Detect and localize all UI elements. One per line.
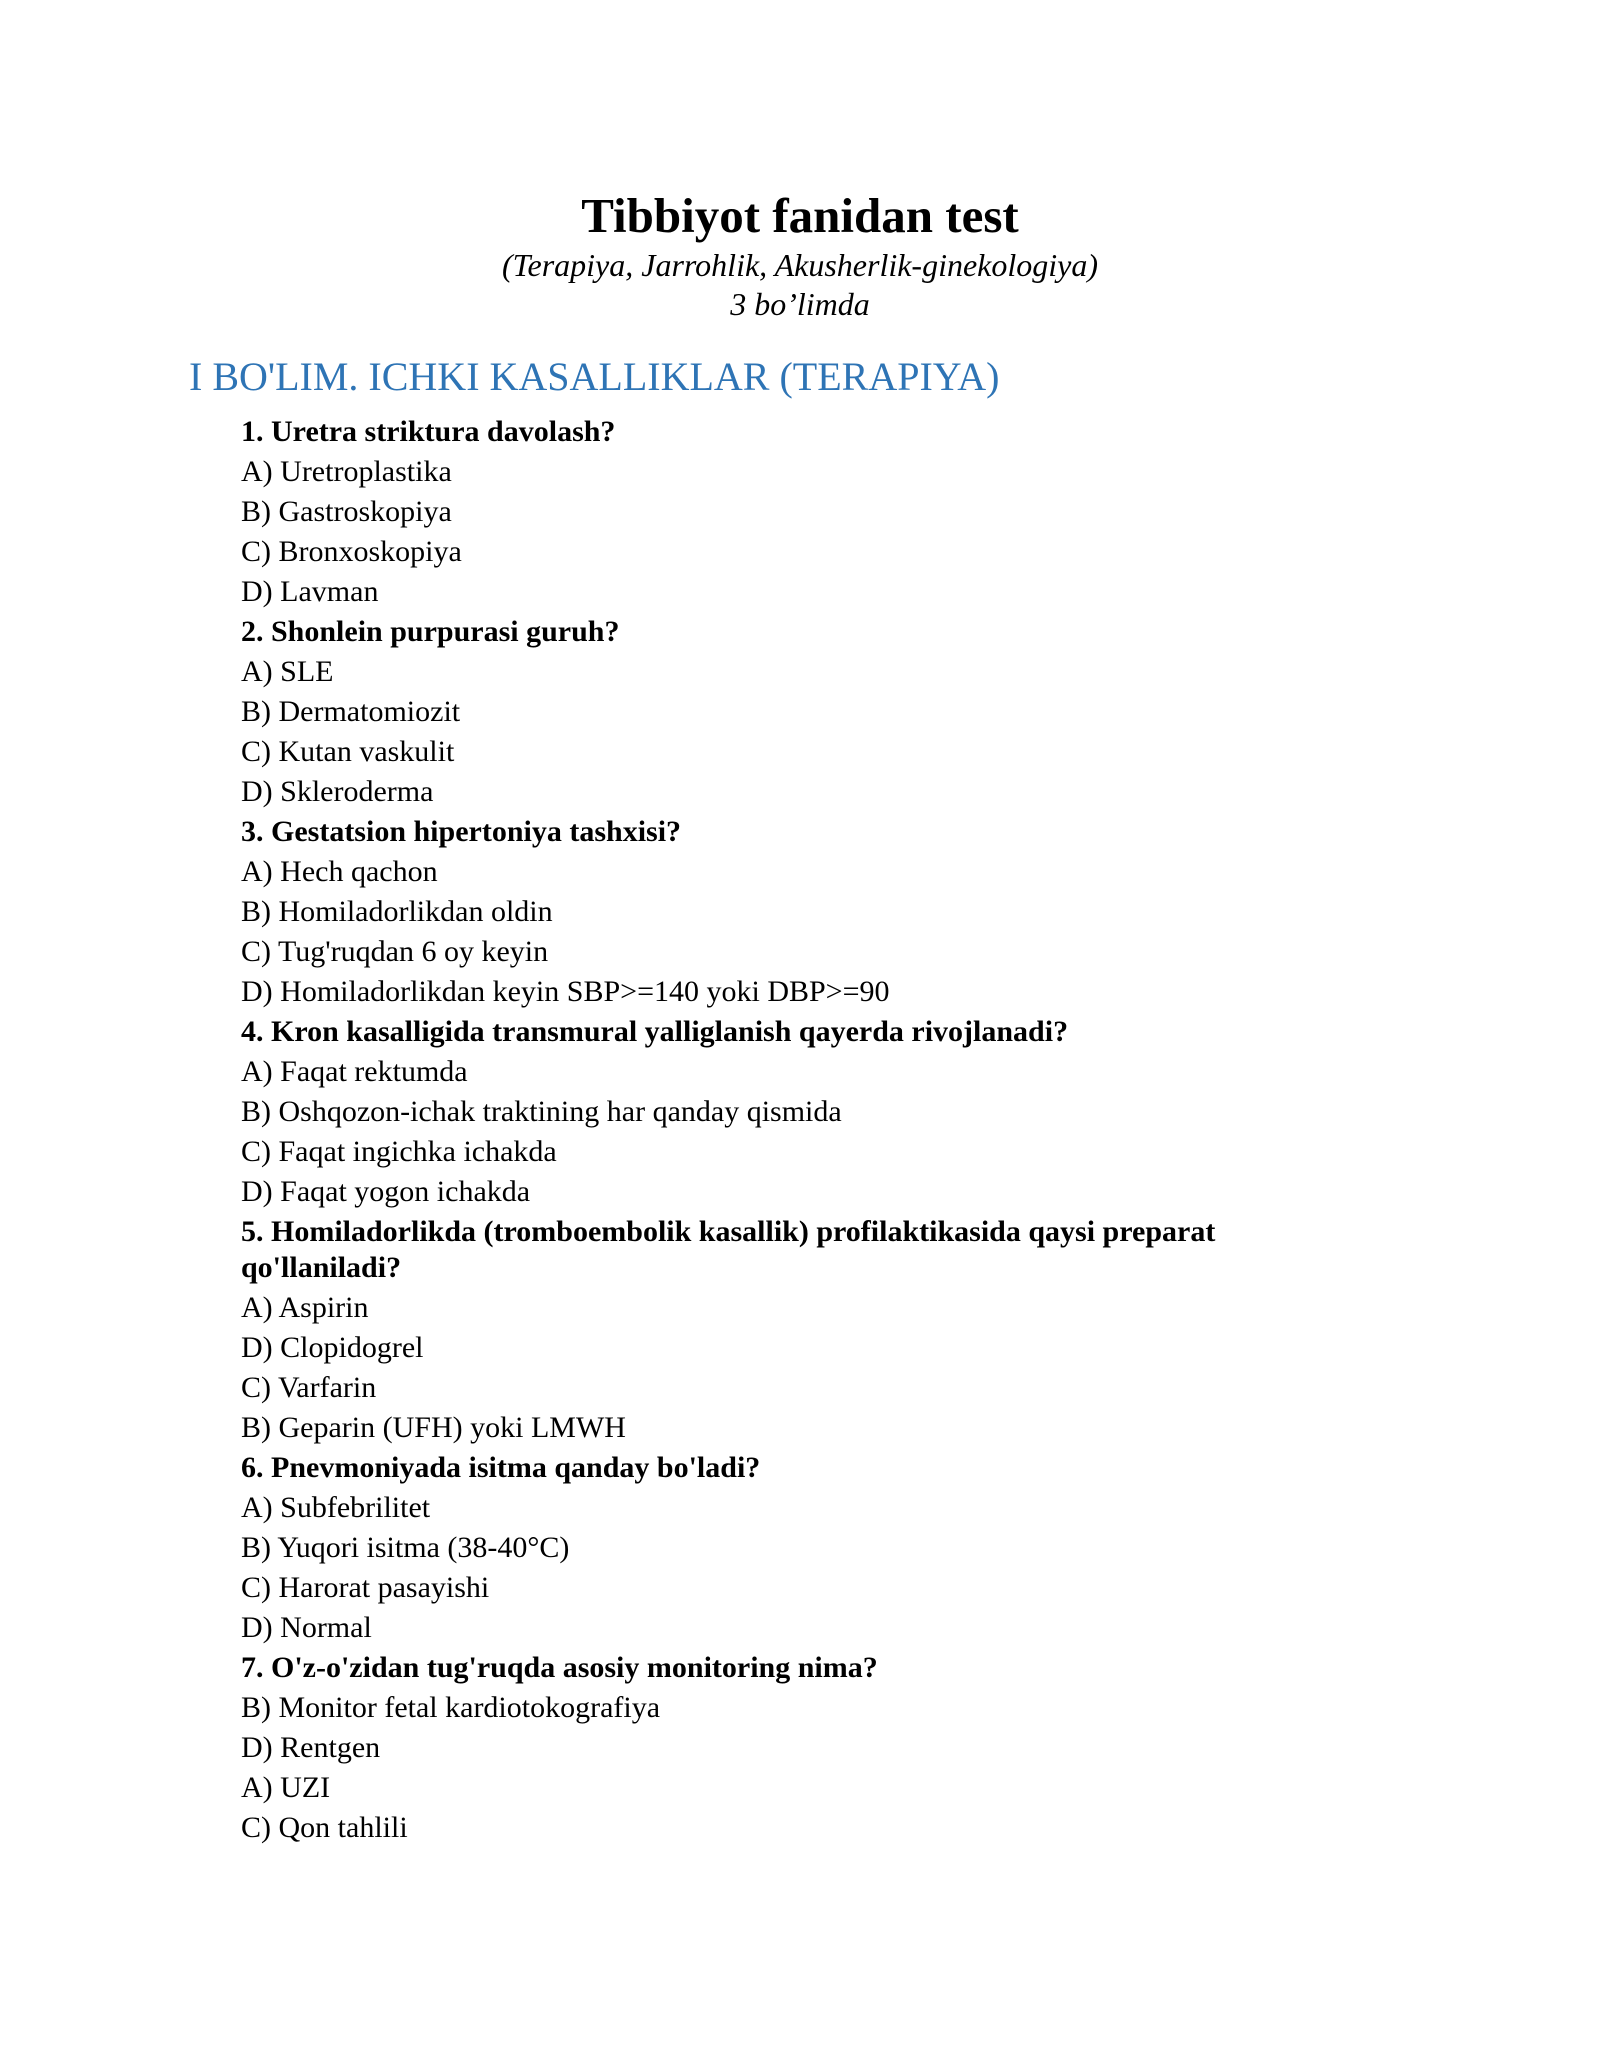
question-4 bbox=[241, 1012, 1321, 1212]
document-title: Tibbiyot fanidan test bbox=[581, 188, 1019, 243]
answer-option: A) SLE bbox=[241, 655, 334, 688]
answer-option: A) Subfebrilitet bbox=[241, 1491, 431, 1524]
document-subtitle: (Terapiya, Jarrohlik, Akusherlik-ginekologiya) bbox=[501, 247, 1099, 283]
answer-option: C) Kutan vaskulit bbox=[241, 735, 455, 768]
question-text: 3. Gestatsion hipertoniya tashxisi? bbox=[241, 815, 682, 848]
answer-option: A) UZI bbox=[241, 1771, 331, 1804]
answer-option: C) Harorat pasayishi bbox=[241, 1571, 490, 1604]
answer-option: C) Tug'ruqdan 6 oy keyin bbox=[241, 935, 549, 968]
answer-option: D) Skleroderma bbox=[241, 775, 434, 808]
question-text: 2. Shonlein purpurasi guruh? bbox=[241, 615, 620, 648]
question-text: 4. Kron kasalligida transmural yalliglanish qayerda rivojlanadi? bbox=[241, 1015, 1069, 1048]
answer-option: A) Aspirin bbox=[241, 1291, 369, 1324]
answer-option: A) Uretroplastika bbox=[241, 455, 452, 488]
answer-option: D) Homiladorlikdan keyin SBP>=140 yoki DBP>=90 bbox=[241, 975, 890, 1008]
answer-option: B) Oshqozon-ichak traktining har qanday qismida bbox=[241, 1095, 842, 1128]
answer-option: B) Dermatomiozit bbox=[241, 695, 461, 728]
answer-option: A) Faqat rektumda bbox=[241, 1055, 468, 1088]
answer-option: D) Normal bbox=[241, 1611, 372, 1644]
answer-option: B) Monitor fetal kardiotokografiya bbox=[241, 1691, 661, 1724]
question-6 bbox=[241, 1448, 1321, 1648]
answer-option: C) Varfarin bbox=[241, 1371, 377, 1404]
answer-option: B) Gastroskopiya bbox=[241, 495, 452, 528]
question-text: 5. Homiladorlikda (tromboembolik kasallik) profilaktikasida qaysi preparat qo'llaniladi? bbox=[241, 1215, 1216, 1284]
answer-option: D) Clopidogrel bbox=[241, 1331, 424, 1364]
question-7 bbox=[241, 1648, 1321, 1848]
answer-option: C) Qon tahlili bbox=[241, 1811, 408, 1844]
answer-option: C) Faqat ingichka ichakda bbox=[241, 1135, 557, 1168]
answer-option: B) Yuqori isitma (38-40°C) bbox=[241, 1531, 570, 1564]
question-1 bbox=[241, 412, 1321, 612]
answer-option: B) Geparin (UFH) yoki LMWH bbox=[241, 1411, 626, 1444]
answer-option: D) Lavman bbox=[241, 575, 379, 608]
answer-option: A) Hech qachon bbox=[241, 855, 438, 888]
section-heading: I BO'LIM. ICHKI KASALLIKLAR (TERAPIYA) bbox=[189, 354, 1000, 399]
answer-option: B) Homiladorlikdan oldin bbox=[241, 895, 553, 928]
answer-option: D) Faqat yogon ichakda bbox=[241, 1175, 531, 1208]
question-text: 7. O'z-o'zidan tug'ruqda asosiy monitoring nima? bbox=[241, 1651, 878, 1684]
answer-option: D) Rentgen bbox=[241, 1731, 381, 1764]
question-text: 6. Pnevmoniyada isitma qanday bo'ladi? bbox=[241, 1451, 761, 1484]
question-2 bbox=[241, 612, 1321, 812]
question-3 bbox=[241, 812, 1321, 1012]
document-subtitle-parts: 3 bo’limda bbox=[730, 286, 870, 322]
question-5 bbox=[241, 1212, 1321, 1448]
question-text: 1. Uretra striktura davolash? bbox=[241, 415, 616, 448]
question-list bbox=[241, 412, 1321, 1848]
answer-option: C) Bronxoskopiya bbox=[241, 535, 462, 568]
